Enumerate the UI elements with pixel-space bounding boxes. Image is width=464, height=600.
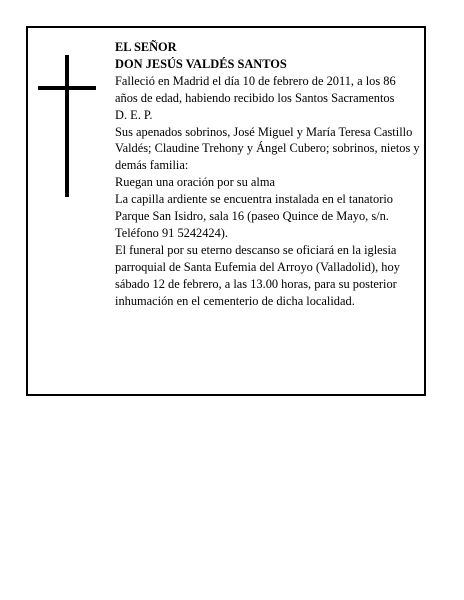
cross-horizontal-bar: [38, 86, 96, 90]
death-announcement: Falleció en Madrid el día 10 de febrero de 2011, a los 86 años de edad, habiendo recibido los Santos Sacramentos: [115, 73, 396, 105]
family-mourners: Sus apenados sobrinos, José Miguel y María Teresa Castillo Valdés; Claudine Trehony y Ángel Cubero; sobrinos, nietos y demás familia:: [115, 124, 420, 173]
cross-vertical-bar: [65, 55, 69, 197]
deceased-name: DON JESÚS VALDÉS SANTOS: [115, 56, 287, 71]
obituary-text: [115, 39, 420, 310]
cross-icon: [38, 55, 96, 197]
funeral-chapel-info: La capilla ardiente se encuentra instalada en el tanatorio Parque San Isidro, sala 16 (paseo Quince de Mayo, s/n. Teléfono 91 5242424).: [115, 192, 393, 240]
funeral-service-info: El funeral por su eterno descanso se oficiará en la iglesia parroquial de Santa Eufemia del Arroyo (Valladolid), hoy sábado 12 de febrero, a las 13.00 horas, para su posterior inhumación en el cementerio de dicha localidad.: [115, 242, 400, 308]
prayer-request: Ruegan una oración por su alma: [115, 175, 275, 190]
deceased-honorific: EL SEÑOR: [115, 40, 177, 54]
rip-abbreviation: D. E. P.: [115, 107, 153, 122]
